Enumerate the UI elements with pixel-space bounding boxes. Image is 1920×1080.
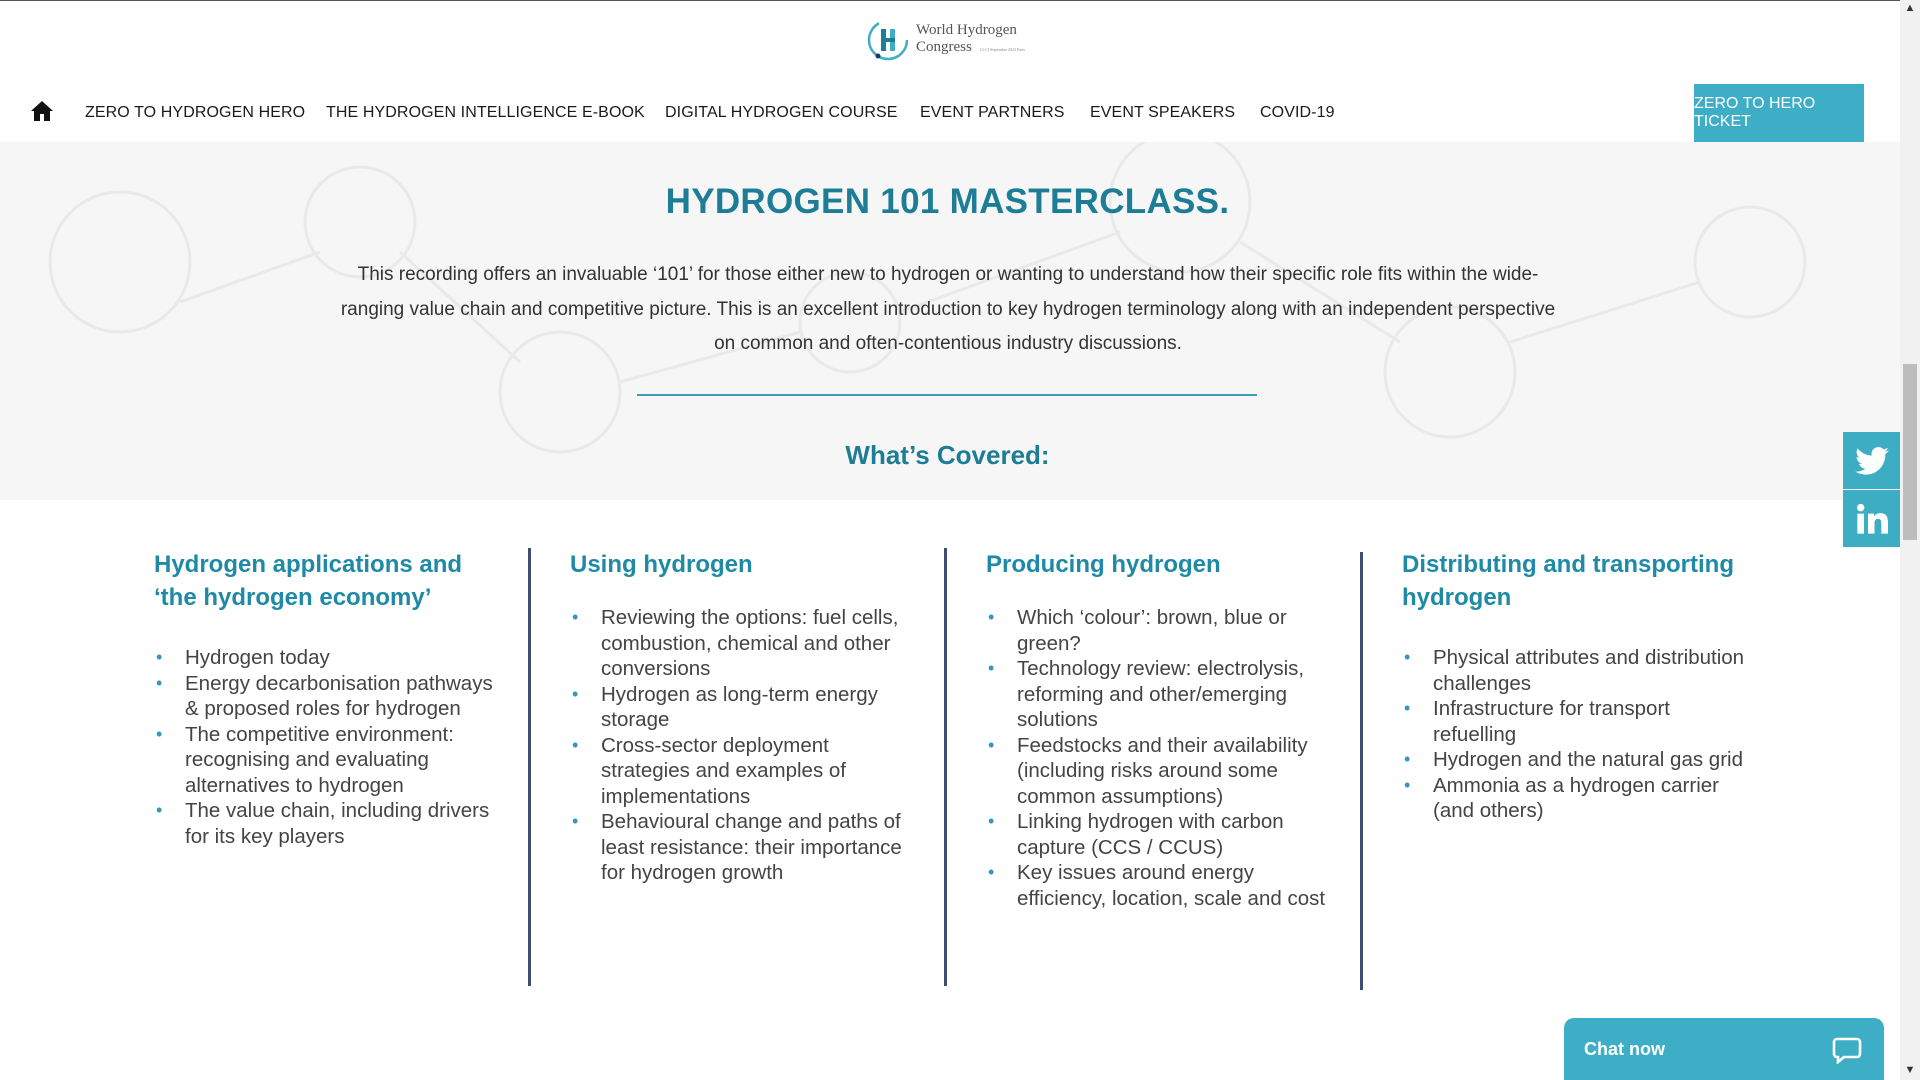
list-item: • Technology review: electrolysis, reforming and other/emerging solutions bbox=[986, 656, 1326, 733]
scroll-down-arrow-icon[interactable]: ▼ bbox=[1904, 1064, 1916, 1076]
topic-heading: Using hydrogen bbox=[570, 551, 753, 578]
nav-event-partners[interactable]: EVENT PARTNERS bbox=[920, 104, 1065, 121]
nav-event-speakers[interactable]: EVENT SPEAKERS bbox=[1090, 104, 1236, 121]
chat-now-label: Chat now bbox=[1584, 1038, 1665, 1059]
list-item: • The value chain, including drivers for its key players bbox=[154, 798, 494, 849]
topic-heading: Hydrogen applications and ‘the hydrogen economy’ bbox=[154, 551, 463, 611]
scrollbar-track[interactable] bbox=[1900, 0, 1920, 1080]
zero-to-hero-ticket-button[interactable]: ZERO TO HERO TICKET bbox=[1694, 84, 1864, 142]
topic-heading: Producing hydrogen bbox=[986, 551, 1221, 578]
topic-list bbox=[570, 605, 910, 886]
list-item: • The competitive environment: recognising and evaluating alternatives to hydrogen bbox=[154, 722, 494, 799]
section-divider bbox=[637, 394, 1257, 396]
list-item: • Key issues around energy efficiency, location, scale and cost bbox=[986, 860, 1326, 911]
whats-covered-heading: What’s Covered: bbox=[845, 440, 1050, 470]
scrollbar-thumb[interactable] bbox=[1903, 364, 1917, 540]
list-item: • Infrastructure for transport refuelling bbox=[1402, 696, 1752, 747]
topic-column-distributing bbox=[1402, 548, 1752, 824]
topic-column-applications bbox=[154, 548, 494, 849]
list-item: • Ammonia as a hydrogen carrier (and others) bbox=[1402, 773, 1752, 824]
list-item: • Linking hydrogen with carbon capture (CCS / CCUS) bbox=[986, 809, 1326, 860]
list-item: • Hydrogen as long-term energy storage bbox=[570, 682, 910, 733]
top-border bbox=[0, 0, 1900, 1]
linkedin-icon bbox=[1856, 503, 1888, 535]
page-title: HYDROGEN 101 MASTERCLASS. bbox=[665, 182, 1230, 221]
list-item: • Energy decarbonisation pathways & proposed roles for hydrogen bbox=[154, 671, 494, 722]
linkedin-share-button[interactable] bbox=[1843, 490, 1900, 547]
nav-covid-19[interactable]: COVID-19 bbox=[1260, 104, 1335, 121]
twitter-icon bbox=[1855, 447, 1889, 475]
nav-digital-hydrogen-course[interactable]: DIGITAL HYDROGEN COURSE bbox=[665, 104, 898, 121]
list-item: • Feedstocks and their availability (including risks around some common assumptions) bbox=[986, 733, 1326, 810]
list-item: • Behavioural change and paths of least resistance: their importance for hydrogen growth bbox=[570, 809, 910, 886]
list-item: • Reviewing the options: fuel cells, combustion, chemical and other conversions bbox=[570, 605, 910, 682]
list-item: • Cross-sector deployment strategies and examples of implementations bbox=[570, 733, 910, 810]
logo-title-line2-text: Congress bbox=[916, 39, 972, 55]
topic-heading: Distributing and transporting hydrogen bbox=[1402, 551, 1734, 611]
column-divider bbox=[528, 548, 531, 986]
nav-zero-to-hydrogen-hero[interactable]: ZERO TO HYDROGEN HERO bbox=[85, 104, 306, 121]
nav-hydrogen-intelligence-ebook[interactable]: THE HYDROGEN INTELLIGENCE E-BOOK bbox=[326, 104, 645, 121]
twitter-share-button[interactable] bbox=[1843, 432, 1900, 489]
column-divider bbox=[1360, 552, 1363, 990]
topic-list bbox=[1402, 645, 1752, 824]
logo-title-line2 bbox=[916, 39, 1025, 58]
logo-subtitle: 12-13 September 2023 Paris bbox=[979, 47, 1026, 52]
topic-column-producing bbox=[986, 548, 1326, 911]
home-icon[interactable] bbox=[30, 100, 54, 122]
column-divider bbox=[944, 548, 947, 986]
scroll-up-arrow-icon[interactable]: ▲ bbox=[1904, 2, 1916, 14]
topic-column-using bbox=[570, 548, 910, 886]
list-item: • Physical attributes and distribution challenges bbox=[1402, 645, 1752, 696]
topic-list bbox=[154, 645, 494, 849]
site-logo[interactable] bbox=[866, 18, 1025, 62]
list-item: • Hydrogen today bbox=[154, 645, 494, 671]
chat-now-widget[interactable] bbox=[1564, 1018, 1884, 1080]
list-item: • Hydrogen and the natural gas grid bbox=[1402, 747, 1752, 773]
logo-mark-icon bbox=[866, 18, 910, 62]
intro-paragraph: This recording offers an invaluable ‘101’ for those either new to hydrogen or wanting to understand how their specific role fits within the wide-ranging value chain and competitive picture. This is an excellent introduction to key hydrogen terminology along with an independent perspective on common and often-contentious industry discussions. bbox=[340, 264, 1556, 354]
logo-title-line1: World Hydrogen bbox=[916, 22, 1017, 38]
topic-list bbox=[986, 605, 1326, 911]
chat-bubble-icon bbox=[1832, 1036, 1862, 1064]
list-item: • Which ‘colour’: brown, blue or green? bbox=[986, 605, 1326, 656]
